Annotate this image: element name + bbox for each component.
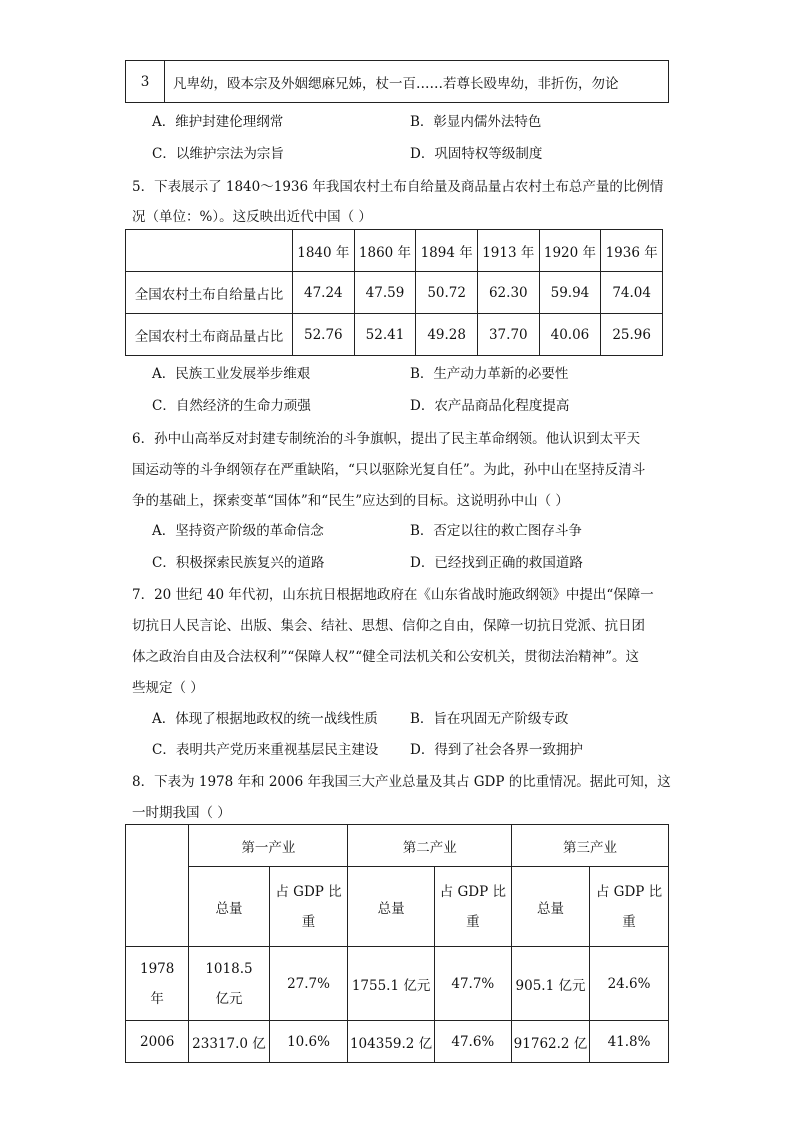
q8-year-cell: 2006 [126,1021,189,1063]
q5-cell: 59.94 [539,272,601,314]
q5-year: 1920 年 [539,230,601,272]
q5-year: 1894 年 [416,230,478,272]
q8-subheader-total: 总量 [189,867,269,947]
q5-cell: 52.41 [354,314,416,356]
q8-subheader-total: 总量 [511,867,589,947]
q8-year-cell: 1978 年 [126,947,189,1021]
q5-cell: 62.30 [477,272,539,314]
q8-cell: 27.7% [269,947,348,1021]
q4-option-a[interactable]: A．维护封建伦理纲常 [152,114,284,130]
q7-option-d[interactable]: D．得到了社会各界一致拥护 [410,742,583,758]
q5-cell: 25.96 [601,314,663,356]
q6-stem-line1: 6．孙中山高举反对封建专制统治的斗争旗帜，提出了民主革命纲领。他认识到太平天 [132,431,641,447]
q5-stem-line2: 况（单位：%）。这反映出近代中国（ ） [132,209,372,225]
q6-stem-line3: 争的基础上，探索变革“国体”和“民生”应达到的目标。这说明孙中山（ ） [132,493,569,509]
q5-year: 1913 年 [477,230,539,272]
q5-year: 1936 年 [601,230,663,272]
q8-industry-header: 第二产业 [348,825,511,867]
q8-industry-header: 第一产业 [189,825,348,867]
q8-subheader-row [126,867,669,947]
q8-cell: 47.7% [434,947,511,1021]
q5-row-label: 全国农村土布自给量占比 [126,272,293,314]
q5-cell: 74.04 [601,272,663,314]
q7-stem-line2: 切抗日人民言论、出版、集会、结社、思想、信仰之自由，保障一切抗日党派、抗日团 [132,618,645,634]
q6-stem-line2: 国运动等的斗争纲领存在严重缺陷，“只以驱除光复自任”。为此，孙中山在坚持反清斗 [132,462,646,478]
q8-cell: 1018.5 亿元 [189,947,269,1021]
q8-cell: 23317.0 亿 [189,1021,269,1063]
q8-subheader-total: 总量 [348,867,434,947]
q5-year: 1860 年 [354,230,416,272]
q5-cell: 52.76 [293,314,355,356]
q6-option-c[interactable]: C．积极探索民族复兴的道路 [152,555,325,571]
q6-option-d[interactable]: D．已经找到正确的救国道路 [410,555,583,571]
q8-industry-header: 第三产业 [511,825,668,867]
q8-cell: 91762.2 亿 [511,1021,589,1063]
q5-cell: 40.06 [539,314,601,356]
q8-header-row [126,825,669,867]
q7-stem-line4: 些规定（ ） [132,680,204,696]
q4-option-b[interactable]: B．彰显内儒外法特色 [410,114,542,130]
q8-subheader-share: 占 GDP 比重 [590,867,669,947]
q5-option-a[interactable]: A．民族工业发展举步维艰 [152,366,311,382]
q5-header-row [126,230,663,272]
q8-header-empty [126,825,189,947]
q7-stem-line1: 7．20 世纪 40 年代初，山东抗日根据地政府在《山东省战时施政纲领》中提出“保障一 [132,587,654,603]
q7-option-b[interactable]: B．旨在巩固无产阶级专政 [410,711,569,727]
q5-table [125,229,663,356]
q5-header-empty [126,230,293,272]
q4-row-number: 3 [126,61,165,103]
q5-cell: 47.24 [293,272,355,314]
q4-table-row [125,60,669,103]
table-row [126,947,669,1021]
q8-cell: 905.1 亿元 [511,947,589,1021]
q4-option-c[interactable]: C．以维护宗法为宗旨 [152,146,284,162]
table-row [126,314,663,356]
table-row [126,1021,669,1063]
q5-cell: 49.28 [416,314,478,356]
q5-stem-line1: 5．下表展示了 1840～1936 年我国农村土布自给量及商品量占农村土布总产量的比例情 [132,179,664,195]
q6-option-b[interactable]: B．否定以往的救亡图存斗争 [410,523,582,539]
q7-stem-line3: 体之政治自由及合法权利”“保障人权”“健全司法机关和公安机关，贯彻法治精神”。这 [132,649,640,665]
q6-option-a[interactable]: A．坚持资产阶级的革命信念 [152,523,324,539]
q5-cell: 50.72 [416,272,478,314]
q8-cell: 41.8% [590,1021,669,1063]
table-row [126,272,663,314]
q8-stem-line2: 一时期我国（ ） [132,805,231,821]
q5-row-label: 全国农村土布商品量占比 [126,314,293,356]
q5-option-c[interactable]: C．自然经济的生命力顽强 [152,398,311,414]
q5-cell: 37.70 [477,314,539,356]
q4-row-text: 凡卑幼，殴本宗及外姻缌麻兄姊，杖一百……若尊长殴卑幼，非折伤，勿论 [165,61,669,103]
q5-option-b[interactable]: B．生产动力革新的必要性 [410,366,569,382]
q8-table [125,824,669,1063]
q7-option-c[interactable]: C．表明共产党历来重视基层民主建设 [152,742,379,758]
q8-subheader-share: 占 GDP 比重 [269,867,348,947]
q7-option-a[interactable]: A．体现了根据地政权的统一战线性质 [152,711,378,727]
q8-cell: 24.6% [590,947,669,1021]
q5-cell: 47.59 [354,272,416,314]
q4-option-d[interactable]: D．巩固特权等级制度 [410,146,543,162]
q5-year: 1840 年 [293,230,355,272]
q8-cell: 47.6% [434,1021,511,1063]
q8-cell: 104359.2 亿 [348,1021,434,1063]
q8-stem-line1: 8．下表为 1978 年和 2006 年我国三大产业总量及其占 GDP 的比重情况。据此可知，这 [132,774,671,790]
q8-cell: 1755.1 亿元 [348,947,434,1021]
q8-cell: 10.6% [269,1021,348,1063]
q5-option-d[interactable]: D．农产品商品化程度提高 [410,398,570,414]
q8-subheader-share: 占 GDP 比重 [434,867,511,947]
